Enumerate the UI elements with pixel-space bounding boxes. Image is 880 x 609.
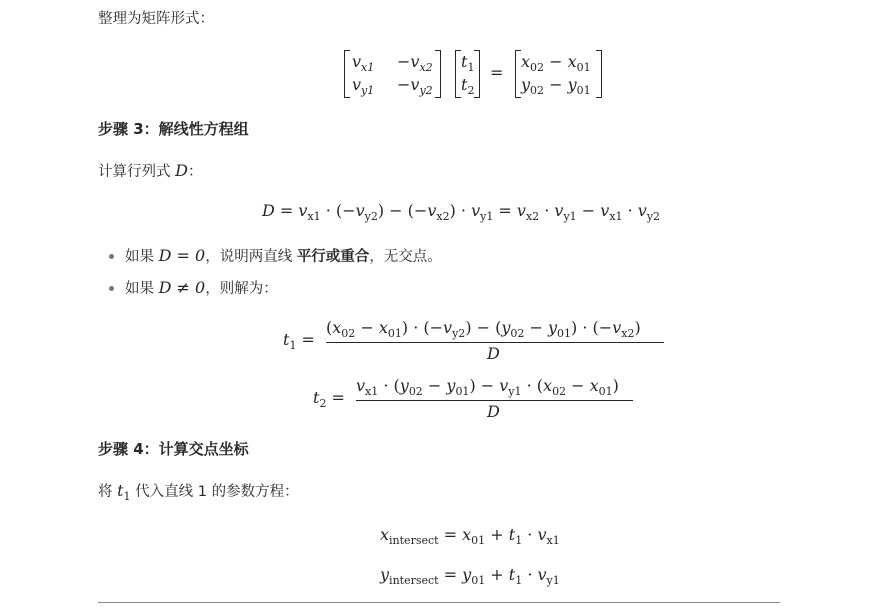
- matrix-entry: $-v_{x2}$: [397, 52, 433, 74]
- bullet-item: 如果 D = 0，说明两直线 平行或重合，无交点。: [125, 246, 442, 265]
- right-bracket: [435, 50, 441, 98]
- equals-sign: =: [490, 63, 504, 82]
- vector-entry: $t_1$: [461, 52, 475, 74]
- fraction-bar: [326, 342, 664, 343]
- matrix-entry: $-v_{y2}$: [397, 75, 433, 97]
- vector-entry: $y_{02} - y_{01}$: [521, 75, 591, 97]
- matrix-entry: $v_{y1}$: [352, 75, 375, 97]
- t1-numerator: $(x_{02} - x_{01}) \cdot (-v_{y2}) - (y_{02} - y_{01}) \cdot (-v_{x2})$: [326, 318, 641, 340]
- x-intersect-formula: $x_{intersect} = x_{01} + t_1 \cdot v_{x1}$: [380, 525, 560, 547]
- fraction-bar: [356, 400, 633, 401]
- vector-entry: $t_2$: [461, 75, 475, 97]
- intro-text: 整理为矩阵形式：: [98, 11, 214, 27]
- t1-denominator: D: [487, 344, 500, 363]
- substitution-text: 将 $t_1$ 代入直线 1 的参数方程：: [98, 481, 299, 503]
- t2-denominator: D: [487, 402, 500, 421]
- right-bracket: [474, 50, 480, 98]
- bullet-dot: [109, 286, 114, 291]
- matrix-entry: $v_{x1}$: [352, 52, 375, 74]
- determinant-formula: $D = v_{x1} \cdot (-v_{y2}) - (-v_{x2}) \cdot v_{y1} = v_{x2} \cdot v_{y1} - v_{x1} \cdot v_{y2}$: [262, 201, 661, 223]
- step4-heading: 步骤 4：计算交点坐标: [98, 440, 249, 458]
- y-intersect-formula: $y_{intersect} = y_{01} + t_1 \cdot v_{y1}$: [380, 565, 560, 587]
- step3-heading: 步骤 3：解线性方程组: [98, 120, 249, 138]
- t2-numerator: $v_{x1} \cdot (y_{02} - y_{01}) - v_{y1} \cdot (x_{02} - x_{01})$: [356, 376, 619, 398]
- right-bracket: [596, 50, 602, 98]
- det-intro: 计算行列式 D：: [98, 161, 203, 180]
- divider: [98, 602, 780, 603]
- left-bracket: [344, 50, 350, 98]
- bullet-dot: [109, 254, 114, 259]
- bullet-item: 如果 D ≠ 0，则解为：: [125, 278, 278, 297]
- t1-lhs: $t_1$ =: [283, 330, 315, 352]
- t2-lhs: $t_2$ =: [313, 388, 345, 410]
- vector-entry: $x_{02} - x_{01}$: [521, 52, 591, 74]
